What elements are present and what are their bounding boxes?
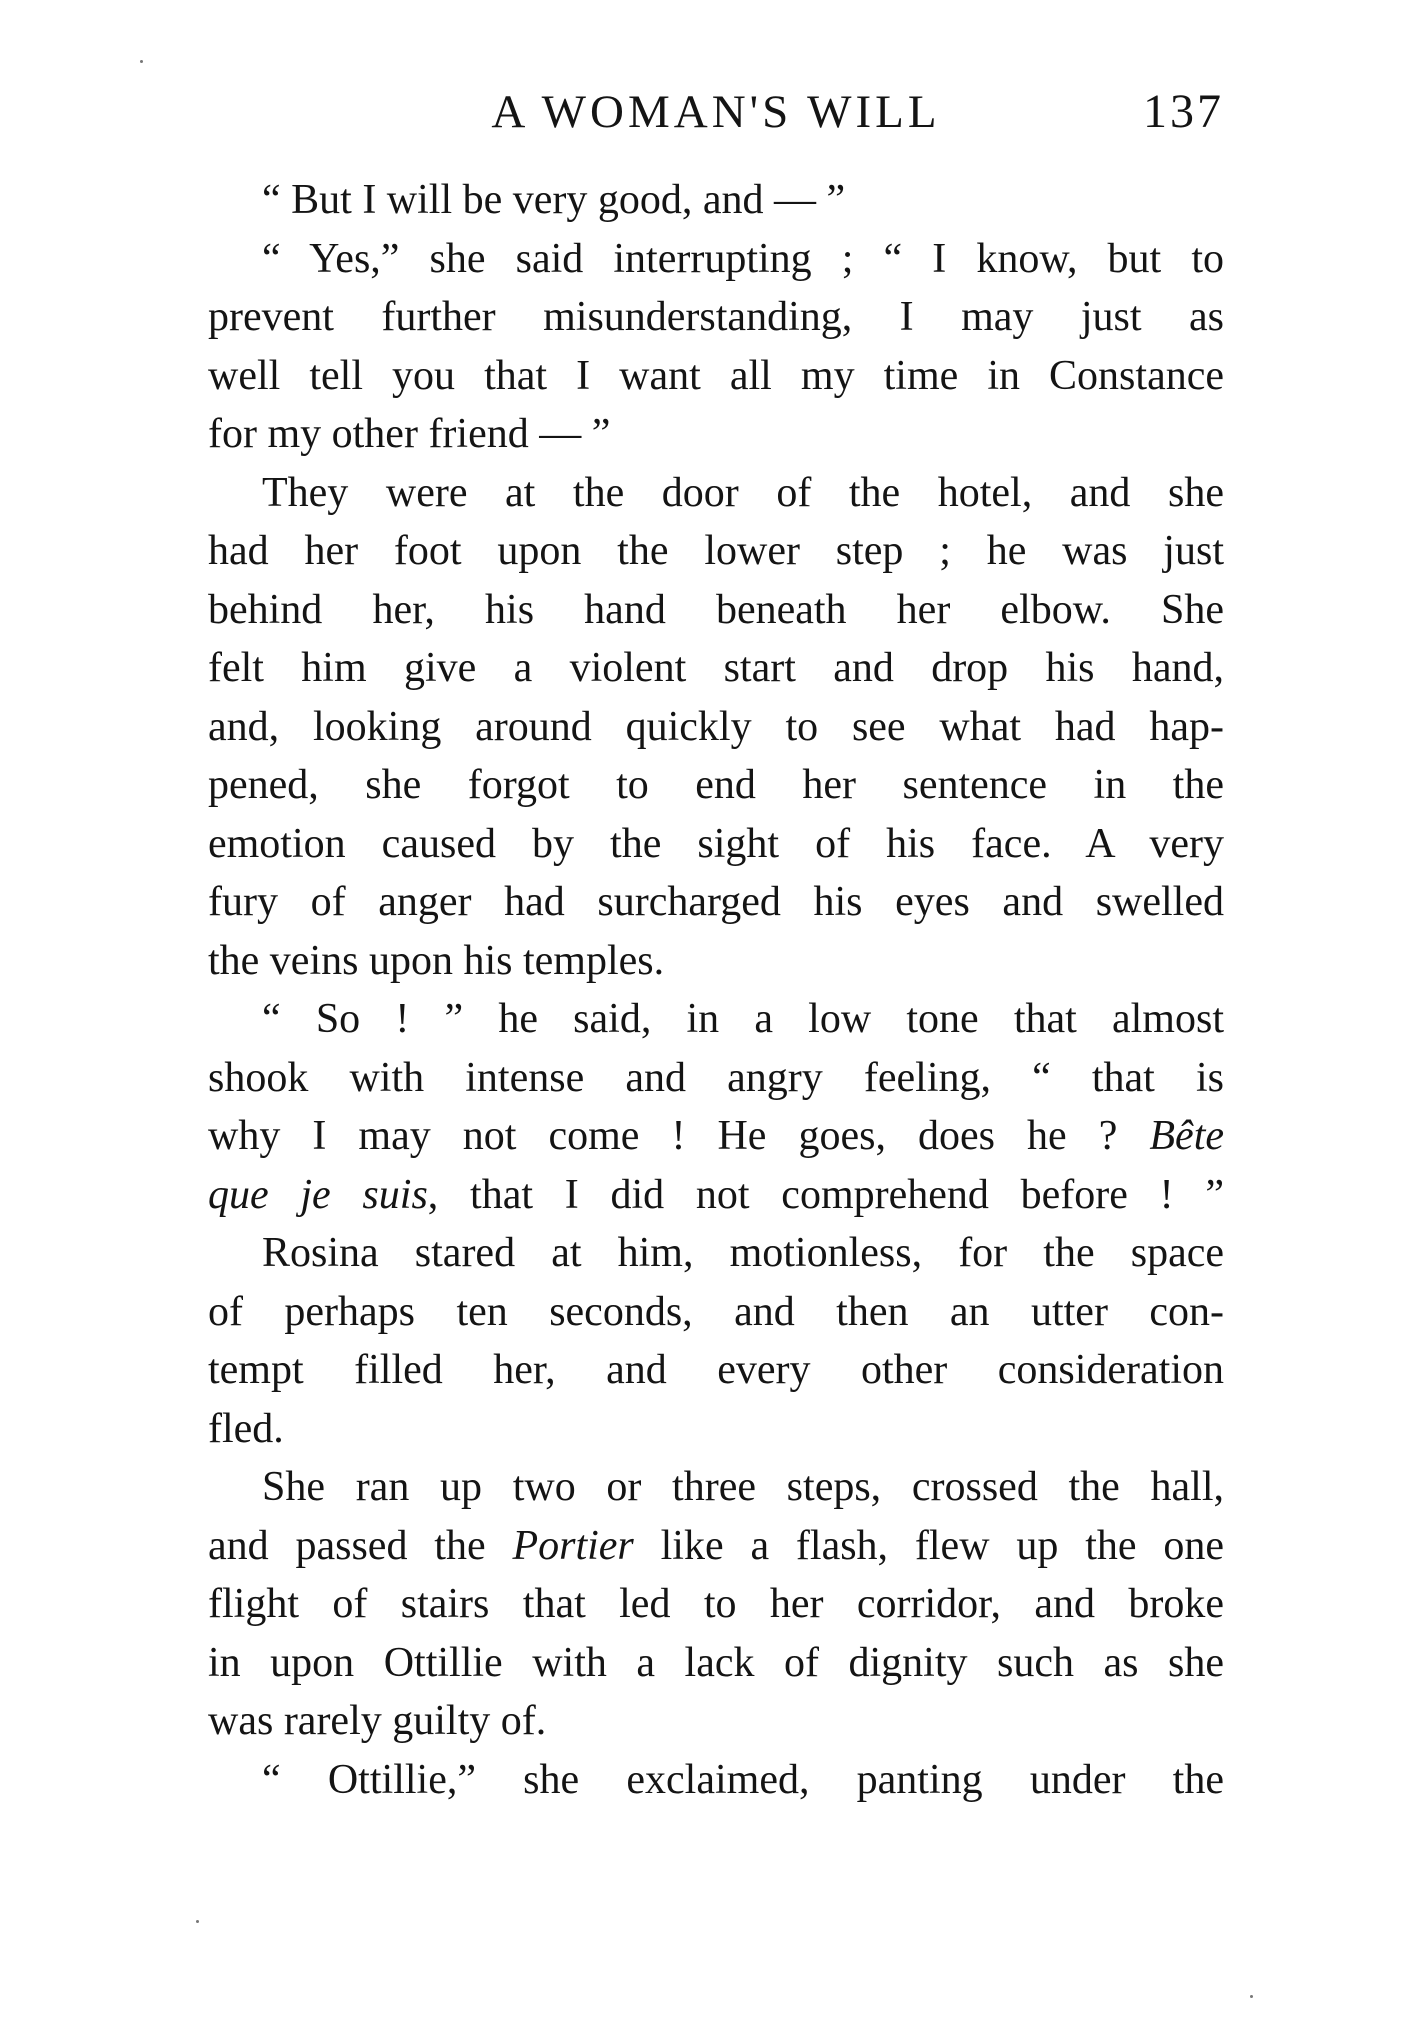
text-line: of perhaps ten seconds, and then an utter con-: [208, 1288, 1224, 1335]
text-line: Rosina stared at him, motionless, for the space: [262, 1230, 1224, 1276]
paper-speck: [196, 1920, 199, 1923]
text-line: fury of anger had surcharged his eyes and swelled: [208, 879, 1224, 925]
text-line: She ran up two or three steps, crossed the hall,: [262, 1464, 1224, 1510]
text-line: in upon Ottillie with a lack of dignity such as she: [208, 1639, 1224, 1686]
text-line: why I may not come ! He goes, does he ? Bête: [208, 1113, 1224, 1159]
text-line: tempt filled her, and every other consideration: [208, 1347, 1224, 1393]
text-line: pened, she forgot to end her sentence in the: [208, 762, 1224, 808]
text-line: and passed the Portier like a flash, flew up the one: [208, 1522, 1224, 1569]
text-line: “ Yes,” she said interrupting ; “ I know, but to: [262, 235, 1224, 282]
text-line: “ But I will be very good, and — ”: [262, 177, 846, 223]
running-title: A WOMAN'S WILL: [491, 86, 941, 138]
text-line: “ Ottillie,” she exclaimed, panting under the: [262, 1756, 1224, 1803]
text-line: for my other friend — ”: [208, 411, 611, 457]
text-line: and, looking around quickly to see what had hap-: [208, 703, 1224, 750]
text-line: had her foot upon the lower step ; he was just: [208, 528, 1224, 574]
text-line: que je suis, that I did not comprehend before ! ”: [208, 1171, 1224, 1218]
text-line: the veins upon his temples.: [208, 937, 665, 984]
text-line: prevent further misunderstanding, I may just as: [208, 294, 1224, 340]
text-line: felt him give a violent start and drop his hand,: [208, 645, 1224, 691]
text-line: shook with intense and angry feeling, “ that is: [208, 1054, 1224, 1101]
text-line: emotion caused by the sight of his face. A very: [208, 820, 1224, 867]
text-line: was rarely guilty of.: [208, 1698, 547, 1744]
text-line: flight of stairs that led to her corridor, and broke: [208, 1581, 1224, 1627]
body-text: [208, 171, 1224, 1809]
text-line: “ So ! ” he said, in a low tone that almost: [262, 996, 1224, 1042]
paper-speck: [1250, 1995, 1253, 1998]
text-line: behind her, his hand beneath her elbow. She: [208, 586, 1224, 633]
paper-speck: [140, 60, 143, 63]
text-line: They were at the door of the hotel, and she: [262, 469, 1224, 516]
text-line: fled.: [208, 1405, 284, 1452]
page-header: [208, 82, 1224, 142]
text-line: well tell you that I want all my time in Constance: [208, 352, 1224, 399]
page-number: 137: [1143, 85, 1224, 138]
